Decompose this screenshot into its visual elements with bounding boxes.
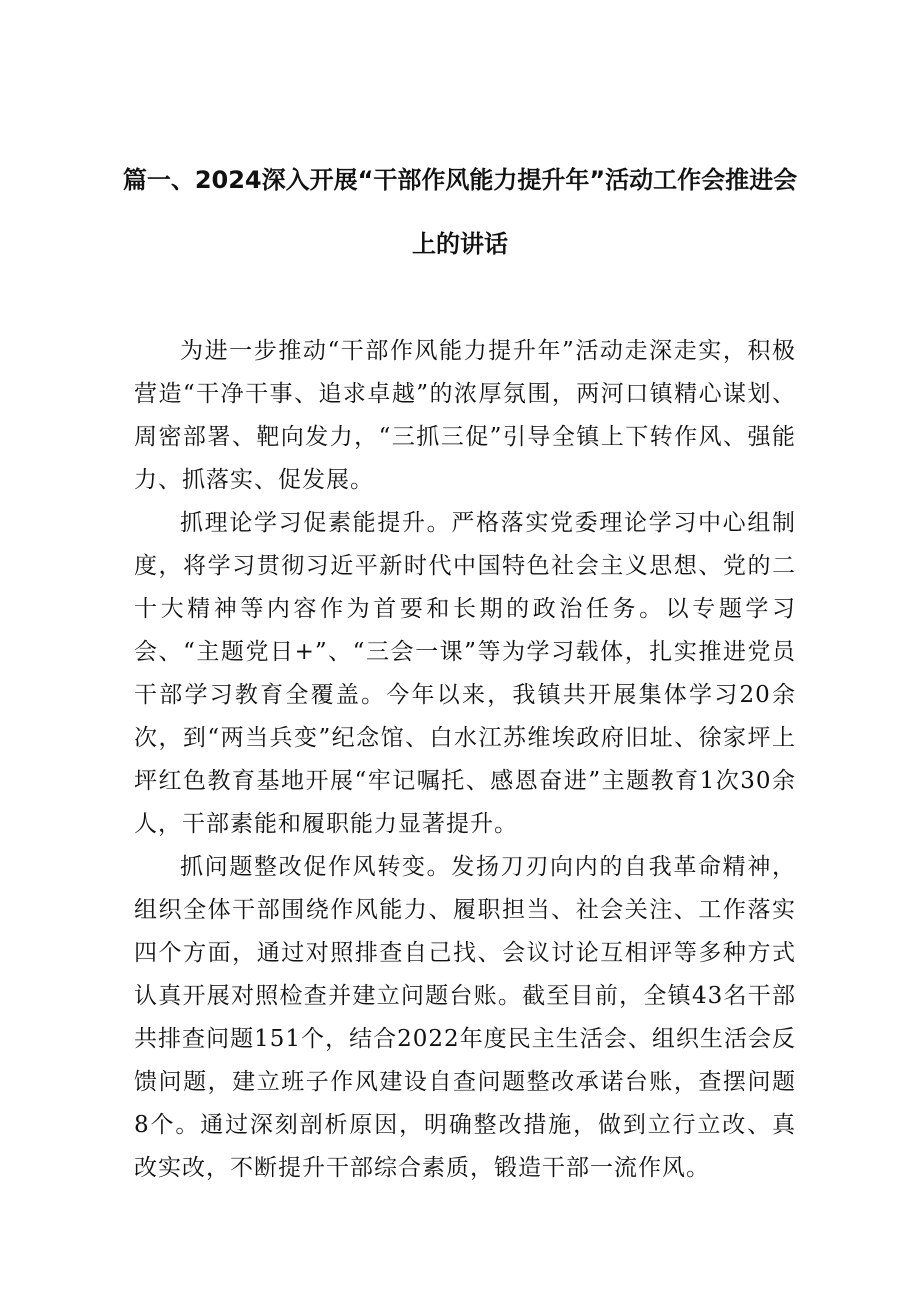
paragraph-problem-rectification: 抓问题整改促作风转变。发扬刀刃向内的自我革命精神，组织全体干部围绕作风能力、履职担当、社会关注、工作落实四个方面，通过对照排查自己找、会议讨论互相评等多种方式认真开展对照检查并建立问题台账。截至目前，全镇43名干部共排查问题151个，结合2022年度民主生活会、组织生活会反馈问题，建立班子作风建设自查问题整改承诺台账，查摆问题8个。通过深刻剖析原因，明确整改措施，做到立行立改、真改实改，不断提升干部综合素质，锻造干部一流作风。 [134,854,796,1181]
paragraph-theory-study: 抓理论学习促素能提升。严格落实党委理论学习中心组制度，将学习贯彻习近平新时代中国特色社会主义思想、党的二十大精神等内容作为首要和长期的政治任务。以专题学习会、“主题党日+”、“三会一课”等为学习载体，扎实推进党员干部学习教育全覆盖。今年以来，我镇共开展集体学习20余次，到“两当兵变”纪念馆、白水江苏维埃政府旧址、徐家坪上坪红色教育基地开展“牢记嘱托、感恩奋进”主题教育1次30余人，干部素能和履职能力显著提升。 [134,510,796,837]
paragraph-intro: 为进一步推动“干部作风能力提升年”活动走深走实，积极营造“干净干事、追求卓越”的浓厚氛围，两河口镇精心谋划、周密部署、靶向发力，“三抓三促”引导全镇上下转作风、强能力、抓落实、促发展。 [134,338,796,493]
document-title-line-2: 上的讲话 [412,230,508,258]
document-title-line-1: 篇一、2024深入开展“干部作风能力提升年”活动工作会推进会 [122,166,798,194]
document-body [134,330,796,1190]
